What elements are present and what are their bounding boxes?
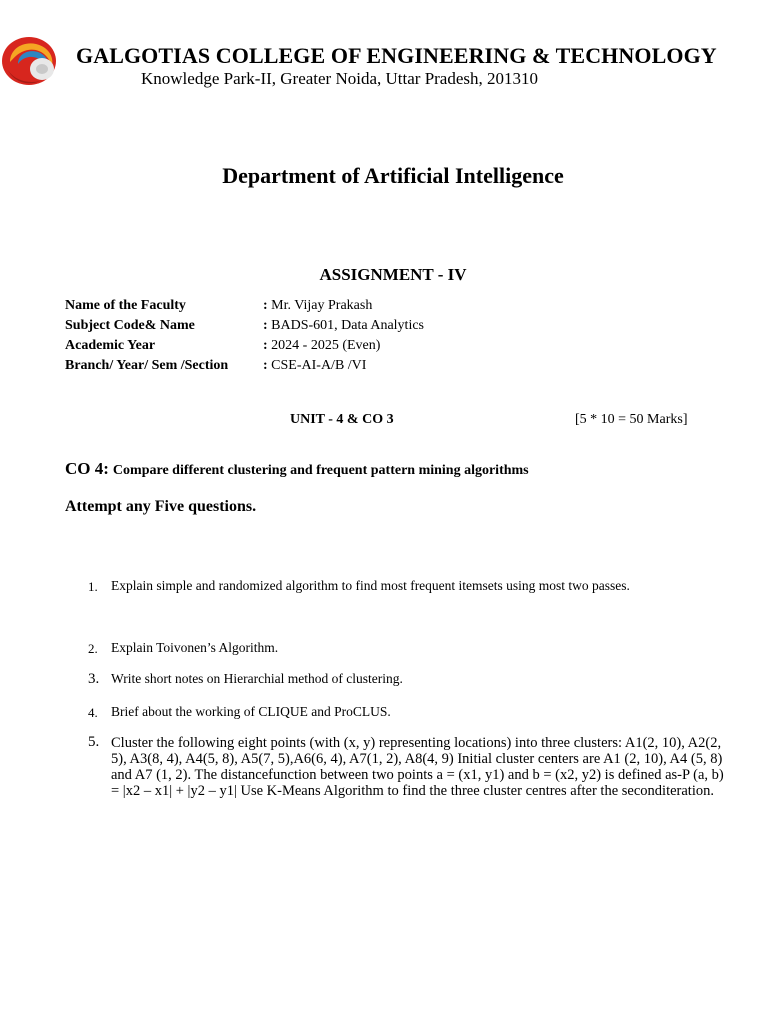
subject-value: : BADS-601, Data Analytics: [263, 318, 424, 333]
academic-year-value: : 2024 - 2025 (Even): [263, 338, 381, 353]
question-number: 3.: [88, 671, 100, 687]
assignment-title: ASSIGNMENT - IV: [319, 265, 467, 284]
question-text: Brief about the working of CLIQUE and ProCLUS.: [111, 704, 391, 719]
question-text: Explain simple and randomized algorithm to find most frequent itemsets using most two passes.: [111, 578, 630, 593]
co-text: Compare different clustering and frequent pattern mining algorithms: [112, 463, 529, 478]
co-label: CO 4:: [65, 459, 109, 478]
branch-label: Branch/ Year/ Sem /Section: [65, 358, 229, 373]
question-number: 2.: [88, 641, 98, 656]
galgotias-logo-icon: [2, 36, 60, 86]
course-outcome: [65, 459, 529, 479]
question-number: 4.: [88, 705, 98, 720]
academic-year-label: Academic Year: [65, 338, 156, 353]
unit-heading: UNIT - 4 & CO 3: [290, 412, 394, 427]
department-title: Department of Artificial Intelligence: [222, 163, 564, 188]
instruction-text: Attempt any Five questions.: [65, 498, 257, 515]
question-text: Write short notes on Hierarchial method of clustering.: [111, 671, 403, 686]
subject-label: Subject Code& Name: [65, 318, 195, 333]
faculty-label: Name of the Faculty: [65, 298, 186, 313]
question-number: 1.: [88, 579, 98, 594]
college-address: Knowledge Park-II, Greater Noida, Uttar Pradesh, 201310: [141, 69, 539, 88]
branch-value: : CSE-AI-A/B /VI: [263, 358, 367, 373]
marks-info: [5 * 10 = 50 Marks]: [575, 412, 688, 427]
question-number: 5.: [88, 734, 100, 750]
faculty-value: : Mr. Vijay Prakash: [263, 298, 373, 313]
question-text: Explain Toivonen’s Algorithm.: [111, 640, 279, 655]
college-name: GALGOTIAS COLLEGE OF ENGINEERING & TECHNOLOGY: [76, 43, 717, 68]
question-text: Cluster the following eight points (with (x, y) representing locations) into three clusters: A1(2, 10), A2(2, 5), A3(8, 4), A4(5, 8), A5(7, 5),A6(6, 4), A7(1, 2), A8(4, 9) Initial cluster centers are A1 (2, 10), A4 (5, 8) and A7 (1, 2). The distancefunction between two points a = (x1, y1) and b = (x2, y2) is defined as-P (a, b) = |x2 – x1| + |y2 – y1| Use K-Means Algorithm to find the three cluster centres after the seconditeration.: [111, 735, 724, 799]
